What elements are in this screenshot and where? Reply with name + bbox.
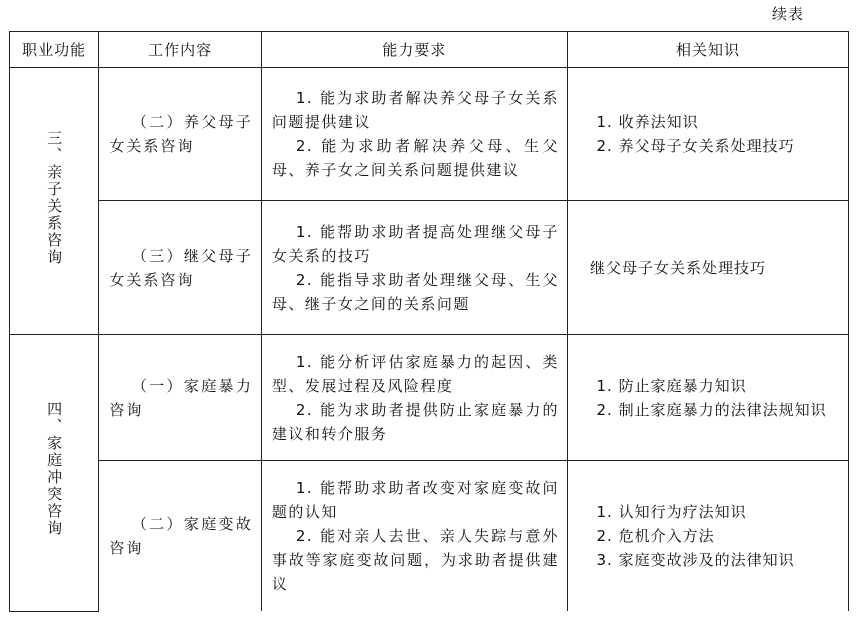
occupational-standard-table [9, 31, 849, 612]
table-row [10, 201, 849, 335]
ability-item: 2. 能为求助者提供防止家庭暴力的建议和转介服务 [271, 400, 559, 443]
knowledge-item: 2. 危机介入方法 [596, 527, 715, 545]
knowledge-cell [567, 461, 848, 612]
knowledge-item: 3. 家庭变故涉及的法律知识 [596, 551, 795, 569]
work-cell [99, 335, 262, 461]
work-content: （三）继父母子女关系咨询 [109, 246, 253, 289]
function-cell [10, 68, 99, 335]
table-row [10, 461, 849, 612]
function-label: 四、家庭冲突咨询 [45, 401, 64, 538]
knowledge-item: 2. 制止家庭暴力的法律法规知识 [596, 400, 827, 419]
ability-item: 2. 能对亲人去世、亲人失踪与意外事故等家庭变故问题，为求助者提供建议 [271, 527, 559, 593]
work-cell [99, 461, 262, 612]
ability-item: 2. 能为求助者解决养父母、生父母、养子女之间关系问题提供建议 [271, 137, 559, 179]
header-knowledge: 相关知识 [567, 32, 848, 68]
knowledge-item: 1. 收养法知识 [596, 113, 699, 131]
work-content: （二）养父母子女关系咨询 [109, 113, 253, 155]
ability-item: 2. 能指导求助者处理继父母、生父母、继子女之间的关系问题 [271, 270, 559, 313]
ability-item: 1. 能帮助求助者提高处理继父母子女关系的技巧 [271, 222, 559, 265]
ability-cell [261, 68, 567, 201]
knowledge-cell [567, 68, 848, 201]
ability-cell [261, 201, 567, 335]
work-content: （二）家庭变故咨询 [109, 515, 253, 557]
knowledge-item: 1. 防止家庭暴力知识 [596, 376, 747, 395]
header-work: 工作内容 [99, 32, 262, 68]
function-cell [10, 335, 99, 612]
header-function: 职业功能 [10, 32, 99, 68]
function-label: 三、亲子关系咨询 [45, 129, 64, 266]
ability-cell [261, 461, 567, 612]
knowledge-item: 1. 认知行为疗法知识 [596, 503, 747, 521]
knowledge-item: 继父母子女关系处理技巧 [589, 258, 766, 277]
continued-label: 续表 [772, 5, 805, 23]
header-ability: 能力要求 [261, 32, 567, 68]
ability-item: 1. 能为求助者解决养父母子女关系问题提供建议 [271, 89, 559, 131]
knowledge-item: 2. 养父母子女关系处理技巧 [596, 137, 795, 155]
table-row [10, 68, 849, 201]
work-cell [99, 201, 262, 335]
table-header-row [10, 32, 849, 68]
table-row [10, 335, 849, 461]
work-content: （一）家庭暴力咨询 [109, 376, 253, 419]
knowledge-cell [567, 335, 848, 461]
knowledge-cell [567, 201, 848, 335]
work-cell [99, 68, 262, 201]
ability-cell [261, 335, 567, 461]
ability-item: 1. 能分析评估家庭暴力的起因、类型、发展过程及风险程度 [271, 352, 559, 395]
ability-item: 1. 能帮助求助者改变对家庭变故问题的认知 [271, 479, 559, 521]
